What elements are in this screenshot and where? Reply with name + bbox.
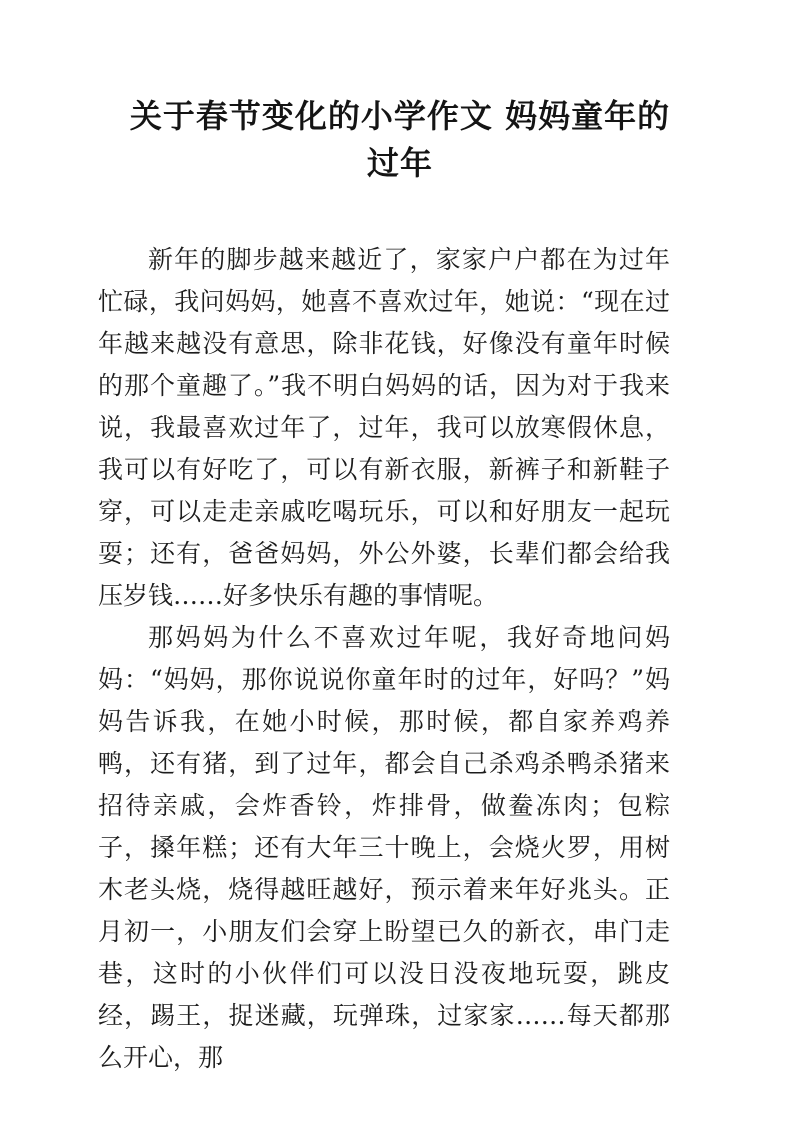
document-body <box>98 239 670 1079</box>
document-title-line-1: 关于春节变化的小学作文 妈妈童年的 <box>129 97 671 135</box>
paragraph-2: 那妈妈为什么不喜欢过年呢，我好奇地问妈妈：“妈妈，那你说说你童年时的过年，好吗？”妈妈告诉我，在她小时候，那时候，都自家养鸡养鸭，还有猪，到了过年，都会自己杀鸡杀鸭杀猪来招待亲戚，会炸香铃，炸排骨，做鲞冻肉；包粽子，搡年糕；还有大年三十晚上，会烧火罗，用树木老头烧，烧得越旺越好，预示着来年好兆头。正月初一，小朋友们会穿上盼望已久的新衣，串门走巷，这时的小伙伴们可以没日没夜地玩耍，跳皮经，踢王，捉迷藏，玩弹珠，过家家……每天都那么开心，那 <box>98 623 670 1072</box>
document-title <box>0 93 800 187</box>
paragraph-1: 新年的脚步越来越近了，家家户户都在为过年忙碌，我问妈妈，她喜不喜欢过年，她说：“现在过年越来越没有意思，除非花钱，好像没有童年时候的那个童趣了。”我不明白妈妈的话，因为对于我来说，我最喜欢过年了，过年，我可以放寒假休息，我可以有好吃了，可以有新衣服，新裤子和新鞋子穿，可以走走亲戚吃喝玩乐，可以和好朋友一起玩耍；还有，爸爸妈妈，外公外婆，长辈们都会给我压岁钱……好多快乐有趣的事情呢。 <box>98 245 670 610</box>
document-title-line-2: 过年 <box>366 144 433 182</box>
